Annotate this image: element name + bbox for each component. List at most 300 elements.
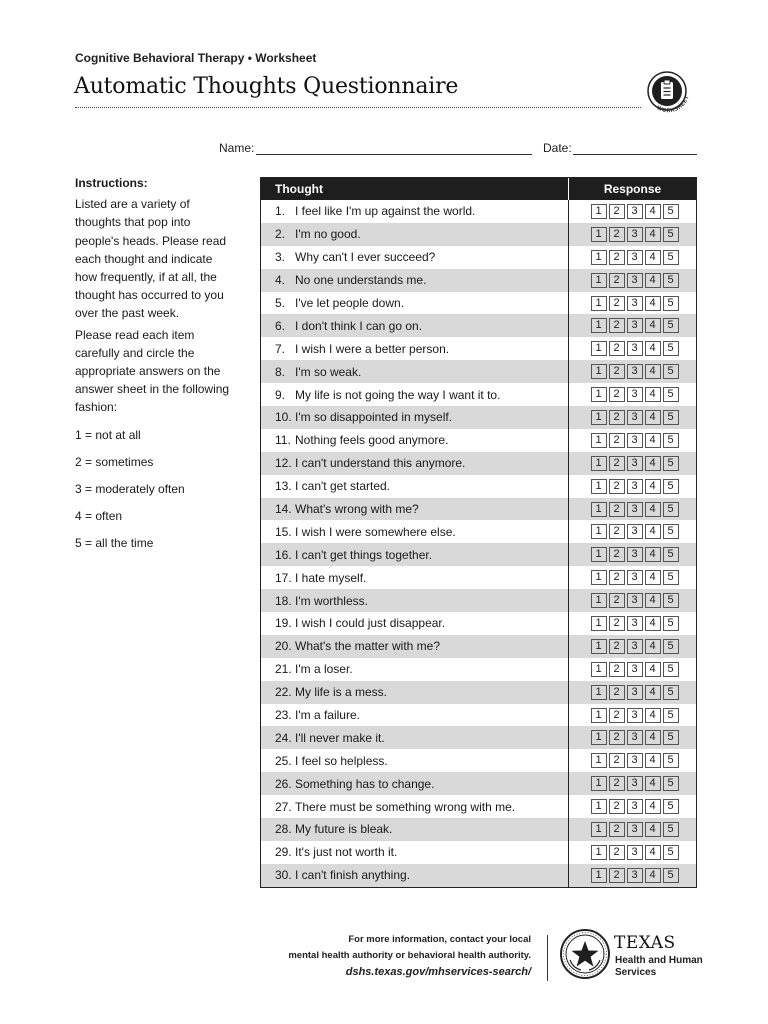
thought-cell — [261, 246, 569, 269]
response-option-2[interactable]: 2 — [609, 524, 625, 539]
response-option-3[interactable]: 3 — [627, 639, 643, 654]
thought-text: I can't get started. — [295, 479, 391, 494]
response-option-5[interactable]: 5 — [663, 547, 679, 562]
thought-text: I wish I could just disappear. — [295, 616, 446, 631]
scale-item: 5 = all the time — [75, 536, 154, 551]
response-option-3[interactable]: 3 — [627, 364, 643, 379]
response-option-4[interactable]: 4 — [645, 776, 661, 791]
response-option-5[interactable]: 5 — [663, 570, 679, 585]
response-cell — [569, 502, 696, 517]
thought-text: Why can't I ever succeed? — [295, 250, 436, 265]
response-cell — [569, 639, 696, 654]
response-option-3[interactable]: 3 — [627, 730, 643, 745]
table-row — [261, 704, 696, 727]
item-number: 30. — [275, 868, 292, 883]
item-number: 24. — [275, 730, 292, 745]
response-cell — [569, 799, 696, 814]
response-option-5[interactable]: 5 — [663, 410, 679, 425]
thought-cell — [261, 269, 569, 292]
response-cell — [569, 456, 696, 471]
response-option-5[interactable]: 5 — [663, 227, 679, 242]
response-cell — [569, 410, 696, 425]
thought-cell — [261, 406, 569, 429]
response-option-1[interactable]: 1 — [591, 822, 607, 837]
response-option-4[interactable]: 4 — [645, 410, 661, 425]
response-option-5[interactable]: 5 — [663, 204, 679, 219]
response-option-5[interactable]: 5 — [663, 524, 679, 539]
response-option-3[interactable]: 3 — [627, 662, 643, 677]
table-row — [261, 269, 696, 292]
item-number: 6. — [275, 318, 286, 333]
item-number: 10. — [275, 410, 292, 425]
response-option-2[interactable]: 2 — [609, 433, 625, 448]
thought-cell — [261, 704, 569, 727]
response-option-2[interactable]: 2 — [609, 364, 625, 379]
response-option-4[interactable]: 4 — [645, 204, 661, 219]
texas-seal-icon — [559, 928, 611, 980]
response-option-2[interactable]: 2 — [609, 868, 625, 883]
response-cell — [569, 250, 696, 265]
thought-text: My life is not going the way I want it to. — [295, 387, 501, 402]
response-option-2[interactable]: 2 — [609, 547, 625, 562]
response-option-2[interactable]: 2 — [609, 456, 625, 471]
response-option-1[interactable]: 1 — [591, 845, 607, 860]
response-cell — [569, 479, 696, 494]
item-number: 12. — [275, 456, 292, 471]
item-number: 5. — [275, 296, 286, 310]
thought-cell — [261, 566, 569, 589]
response-option-2[interactable]: 2 — [609, 776, 625, 791]
response-option-1[interactable]: 1 — [591, 776, 607, 791]
response-option-2[interactable]: 2 — [609, 204, 625, 219]
thought-text: I can't understand this anymore. — [295, 456, 466, 471]
response-option-1[interactable]: 1 — [591, 227, 607, 242]
response-option-4[interactable]: 4 — [645, 387, 661, 402]
response-option-1[interactable]: 1 — [591, 479, 607, 494]
thought-text: No one understands me. — [295, 273, 427, 288]
response-option-2[interactable]: 2 — [609, 250, 625, 265]
response-option-1[interactable]: 1 — [591, 547, 607, 562]
response-option-2[interactable]: 2 — [609, 708, 625, 723]
response-option-1[interactable]: 1 — [591, 318, 607, 333]
response-option-5[interactable]: 5 — [663, 822, 679, 837]
response-option-4[interactable]: 4 — [645, 868, 661, 883]
response-option-3[interactable]: 3 — [627, 799, 643, 814]
table-row — [261, 429, 696, 452]
response-option-1[interactable]: 1 — [591, 410, 607, 425]
date-field[interactable] — [573, 154, 697, 155]
response-option-3[interactable]: 3 — [627, 708, 643, 723]
response-option-1[interactable]: 1 — [591, 753, 607, 768]
response-option-2[interactable]: 2 — [609, 730, 625, 745]
table-row — [261, 292, 696, 315]
table-row — [261, 841, 696, 864]
response-option-5[interactable]: 5 — [663, 296, 679, 311]
response-option-4[interactable]: 4 — [645, 547, 661, 562]
response-option-2[interactable]: 2 — [609, 318, 625, 333]
response-option-5[interactable]: 5 — [663, 753, 679, 768]
thought-cell — [261, 864, 569, 887]
response-option-2[interactable]: 2 — [609, 616, 625, 631]
response-option-5[interactable]: 5 — [663, 456, 679, 471]
response-option-5[interactable]: 5 — [663, 273, 679, 288]
response-option-4[interactable]: 4 — [645, 273, 661, 288]
response-option-1[interactable]: 1 — [591, 341, 607, 356]
response-option-4[interactable]: 4 — [645, 730, 661, 745]
response-cell — [569, 708, 696, 723]
item-number: 21. — [275, 662, 292, 677]
scale-item: 1 = not at all — [75, 427, 141, 442]
response-option-2[interactable]: 2 — [609, 822, 625, 837]
response-cell — [569, 273, 696, 288]
thought-cell — [261, 772, 569, 795]
response-option-2[interactable]: 2 — [609, 685, 625, 700]
response-option-3[interactable]: 3 — [627, 479, 643, 494]
response-cell — [569, 845, 696, 860]
response-option-5[interactable]: 5 — [663, 250, 679, 265]
response-cell — [569, 776, 696, 791]
thought-cell — [261, 314, 569, 337]
thoughts-table — [260, 177, 697, 888]
response-cell — [569, 730, 696, 745]
response-option-5[interactable]: 5 — [663, 341, 679, 356]
table-row — [261, 818, 696, 841]
table-row — [261, 864, 696, 887]
response-cell — [569, 524, 696, 539]
response-option-1[interactable]: 1 — [591, 799, 607, 814]
thought-cell — [261, 749, 569, 772]
response-option-1[interactable]: 1 — [591, 639, 607, 654]
response-option-3[interactable]: 3 — [627, 547, 643, 562]
response-option-1[interactable]: 1 — [591, 524, 607, 539]
response-option-5[interactable]: 5 — [663, 318, 679, 333]
table-row — [261, 223, 696, 246]
instructions-panel — [75, 174, 233, 553]
thought-cell — [261, 475, 569, 498]
table-row — [261, 475, 696, 498]
response-option-3[interactable]: 3 — [627, 845, 643, 860]
response-cell — [569, 753, 696, 768]
item-number: 2. — [275, 227, 286, 242]
response-option-4[interactable]: 4 — [645, 502, 661, 517]
footer-line-1: For more information, contact your local — [348, 934, 531, 945]
thought-text: What's wrong with me? — [295, 502, 419, 517]
thought-cell — [261, 223, 569, 246]
item-number: 9. — [275, 387, 286, 402]
response-option-4[interactable]: 4 — [645, 799, 661, 814]
response-option-5[interactable]: 5 — [663, 776, 679, 791]
response-cell — [569, 593, 696, 608]
response-option-5[interactable]: 5 — [663, 502, 679, 517]
response-option-1[interactable]: 1 — [591, 570, 607, 585]
thought-text: I can't get things together. — [295, 547, 433, 562]
response-option-2[interactable]: 2 — [609, 227, 625, 242]
thought-cell — [261, 383, 569, 406]
response-option-1[interactable]: 1 — [591, 387, 607, 402]
item-number: 15. — [275, 524, 292, 539]
response-option-1[interactable]: 1 — [591, 433, 607, 448]
table-row — [261, 383, 696, 406]
response-option-3[interactable]: 3 — [627, 685, 643, 700]
response-option-3[interactable]: 3 — [627, 296, 643, 311]
response-option-5[interactable]: 5 — [663, 730, 679, 745]
table-row — [261, 635, 696, 658]
response-option-3[interactable]: 3 — [627, 456, 643, 471]
item-number: 11. — [275, 433, 291, 448]
response-option-5[interactable]: 5 — [663, 799, 679, 814]
response-cell — [569, 227, 696, 242]
response-cell — [569, 547, 696, 562]
response-option-3[interactable]: 3 — [627, 387, 643, 402]
item-number: 14. — [275, 502, 292, 517]
thought-text: I'm so weak. — [295, 364, 362, 379]
scale-item: 4 = often — [75, 509, 123, 524]
response-option-3[interactable]: 3 — [627, 570, 643, 585]
thought-cell — [261, 726, 569, 749]
response-option-2[interactable]: 2 — [609, 799, 625, 814]
thought-cell — [261, 543, 569, 566]
response-option-4[interactable]: 4 — [645, 250, 661, 265]
response-option-3[interactable]: 3 — [627, 593, 643, 608]
response-option-4[interactable]: 4 — [645, 456, 661, 471]
response-option-4[interactable]: 4 — [645, 341, 661, 356]
page-title: Automatic Thoughts Questionnaire — [74, 74, 459, 99]
thought-cell — [261, 360, 569, 383]
item-number: 3. — [275, 250, 286, 265]
footer-divider — [547, 935, 548, 981]
response-option-1[interactable]: 1 — [591, 456, 607, 471]
page-subtitle: Cognitive Behavioral Therapy • Worksheet — [75, 51, 317, 65]
item-number: 29. — [275, 845, 292, 860]
response-option-3[interactable]: 3 — [627, 318, 643, 333]
response-option-3[interactable]: 3 — [627, 776, 643, 791]
thought-cell — [261, 681, 569, 704]
thought-text: I've let people down. — [295, 296, 405, 310]
response-option-5[interactable]: 5 — [663, 708, 679, 723]
thought-cell — [261, 429, 569, 452]
response-option-3[interactable]: 3 — [627, 250, 643, 265]
item-number: 28. — [275, 822, 292, 837]
response-option-5[interactable]: 5 — [663, 868, 679, 883]
response-option-1[interactable]: 1 — [591, 685, 607, 700]
response-option-2[interactable]: 2 — [609, 753, 625, 768]
response-option-1[interactable]: 1 — [591, 730, 607, 745]
response-option-2[interactable]: 2 — [609, 296, 625, 311]
table-row — [261, 314, 696, 337]
response-option-3[interactable]: 3 — [627, 410, 643, 425]
item-number: 22. — [275, 685, 292, 700]
instructions-heading: Instructions: — [75, 176, 148, 190]
response-option-4[interactable]: 4 — [645, 479, 661, 494]
response-option-4[interactable]: 4 — [645, 616, 661, 631]
response-option-1[interactable]: 1 — [591, 273, 607, 288]
item-number: 20. — [275, 639, 292, 654]
table-row — [261, 498, 696, 521]
item-number: 16. — [275, 547, 292, 562]
table-row — [261, 337, 696, 360]
thought-text: I'm a failure. — [295, 708, 360, 723]
item-number: 27. — [275, 799, 292, 814]
response-option-1[interactable]: 1 — [591, 593, 607, 608]
table-row — [261, 589, 696, 612]
response-option-3[interactable]: 3 — [627, 341, 643, 356]
footer-link[interactable]: dshs.texas.gov/mhservices-search/ — [345, 966, 531, 978]
table-body — [261, 200, 696, 887]
thought-text: I'm worthless. — [295, 593, 368, 608]
response-option-4[interactable]: 4 — [645, 433, 661, 448]
response-option-1[interactable]: 1 — [591, 708, 607, 723]
response-option-5[interactable]: 5 — [663, 845, 679, 860]
table-row — [261, 543, 696, 566]
table-row — [261, 749, 696, 772]
thought-cell — [261, 635, 569, 658]
response-cell — [569, 364, 696, 379]
response-option-5[interactable]: 5 — [663, 433, 679, 448]
response-option-5[interactable]: 5 — [663, 479, 679, 494]
response-option-4[interactable]: 4 — [645, 845, 661, 860]
footer-line-2: mental health authority or behavioral health authority. — [288, 950, 531, 961]
response-cell — [569, 868, 696, 883]
response-option-3[interactable]: 3 — [627, 868, 643, 883]
response-cell — [569, 662, 696, 677]
thought-text: I'll never make it. — [295, 730, 385, 745]
response-option-4[interactable]: 4 — [645, 753, 661, 768]
response-option-3[interactable]: 3 — [627, 502, 643, 517]
table-row — [261, 246, 696, 269]
response-option-1[interactable]: 1 — [591, 616, 607, 631]
response-option-4[interactable]: 4 — [645, 318, 661, 333]
response-option-1[interactable]: 1 — [591, 364, 607, 379]
table-header — [261, 178, 696, 200]
item-number: 7. — [275, 341, 286, 356]
response-option-3[interactable]: 3 — [627, 204, 643, 219]
item-number: 4. — [275, 273, 286, 288]
response-option-1[interactable]: 1 — [591, 502, 607, 517]
instructions-paragraph-2: Please read each item carefully and circle the appropriate answers on the answer sheet in the following fashion: — [75, 327, 230, 415]
response-option-1[interactable]: 1 — [591, 662, 607, 677]
response-option-2[interactable]: 2 — [609, 410, 625, 425]
response-option-4[interactable]: 4 — [645, 570, 661, 585]
response-option-1[interactable]: 1 — [591, 296, 607, 311]
header-response: Response — [603, 182, 662, 196]
response-option-4[interactable]: 4 — [645, 593, 661, 608]
response-option-2[interactable]: 2 — [609, 593, 625, 608]
table-row — [261, 726, 696, 749]
response-option-2[interactable]: 2 — [609, 502, 625, 517]
table-row — [261, 406, 696, 429]
response-cell — [569, 616, 696, 631]
response-cell — [569, 685, 696, 700]
thought-cell — [261, 795, 569, 818]
response-option-1[interactable]: 1 — [591, 868, 607, 883]
item-number: 13. — [275, 479, 292, 494]
response-option-4[interactable]: 4 — [645, 685, 661, 700]
response-option-4[interactable]: 4 — [645, 296, 661, 311]
item-number: 19. — [275, 616, 292, 631]
response-option-3[interactable]: 3 — [627, 524, 643, 539]
thought-text: I'm no good. — [295, 227, 361, 242]
response-option-2[interactable]: 2 — [609, 570, 625, 585]
response-option-4[interactable]: 4 — [645, 364, 661, 379]
response-cell — [569, 570, 696, 585]
response-option-5[interactable]: 5 — [663, 593, 679, 608]
response-option-4[interactable]: 4 — [645, 822, 661, 837]
item-number: 1. — [275, 204, 286, 219]
thought-text: It's just not worth it. — [295, 845, 398, 860]
header-thought: Thought — [261, 178, 569, 200]
response-option-5[interactable]: 5 — [663, 685, 679, 700]
response-cell — [569, 318, 696, 333]
thought-text: There must be something wrong with me. — [295, 799, 516, 814]
thought-text: I'm so disappointed in myself. — [295, 410, 453, 425]
thought-text: I wish I were somewhere else. — [295, 524, 456, 539]
response-option-1[interactable]: 1 — [591, 250, 607, 265]
agency-sub-line-1: Health and Human — [615, 955, 703, 966]
response-option-3[interactable]: 3 — [627, 822, 643, 837]
response-option-4[interactable]: 4 — [645, 662, 661, 677]
response-cell — [569, 341, 696, 356]
response-option-3[interactable]: 3 — [627, 753, 643, 768]
table-row — [261, 612, 696, 635]
response-option-5[interactable]: 5 — [663, 387, 679, 402]
response-option-3[interactable]: 3 — [627, 273, 643, 288]
response-option-4[interactable]: 4 — [645, 227, 661, 242]
response-option-1[interactable]: 1 — [591, 204, 607, 219]
name-label: Name: — [219, 141, 255, 155]
name-field[interactable] — [256, 154, 532, 155]
agency-sub-line-2: Services — [615, 967, 657, 978]
thought-cell — [261, 292, 569, 315]
response-option-5[interactable]: 5 — [663, 364, 679, 379]
thought-cell — [261, 818, 569, 841]
response-option-2[interactable]: 2 — [609, 662, 625, 677]
worksheet-clipboard-icon — [642, 65, 698, 121]
response-option-3[interactable]: 3 — [627, 227, 643, 242]
response-cell — [569, 433, 696, 448]
thought-text: My life is a mess. — [295, 685, 388, 700]
response-option-4[interactable]: 4 — [645, 639, 661, 654]
response-option-2[interactable]: 2 — [609, 273, 625, 288]
response-option-2[interactable]: 2 — [609, 387, 625, 402]
response-option-2[interactable]: 2 — [609, 639, 625, 654]
thought-cell — [261, 658, 569, 681]
response-option-3[interactable]: 3 — [627, 616, 643, 631]
thought-cell — [261, 200, 569, 223]
response-cell — [569, 296, 696, 311]
thought-text: I feel like I'm up against the world. — [295, 204, 476, 219]
item-number: 25. — [275, 753, 292, 768]
table-row — [261, 658, 696, 681]
response-option-3[interactable]: 3 — [627, 433, 643, 448]
response-option-5[interactable]: 5 — [663, 639, 679, 654]
response-option-2[interactable]: 2 — [609, 479, 625, 494]
thought-text: I hate myself. — [295, 570, 367, 585]
table-row — [261, 452, 696, 475]
response-option-5[interactable]: 5 — [663, 616, 679, 631]
response-option-2[interactable]: 2 — [609, 845, 625, 860]
table-row — [261, 360, 696, 383]
thought-text: I'm a loser. — [295, 662, 353, 677]
thought-text: I can't finish anything. — [295, 868, 411, 883]
thought-cell — [261, 498, 569, 521]
thought-text: Nothing feels good anymore. — [295, 433, 449, 448]
thought-text: I wish I were a better person. — [295, 341, 450, 356]
response-option-4[interactable]: 4 — [645, 708, 661, 723]
response-option-2[interactable]: 2 — [609, 341, 625, 356]
response-option-4[interactable]: 4 — [645, 524, 661, 539]
item-number: 23. — [275, 708, 292, 723]
response-option-5[interactable]: 5 — [663, 662, 679, 677]
